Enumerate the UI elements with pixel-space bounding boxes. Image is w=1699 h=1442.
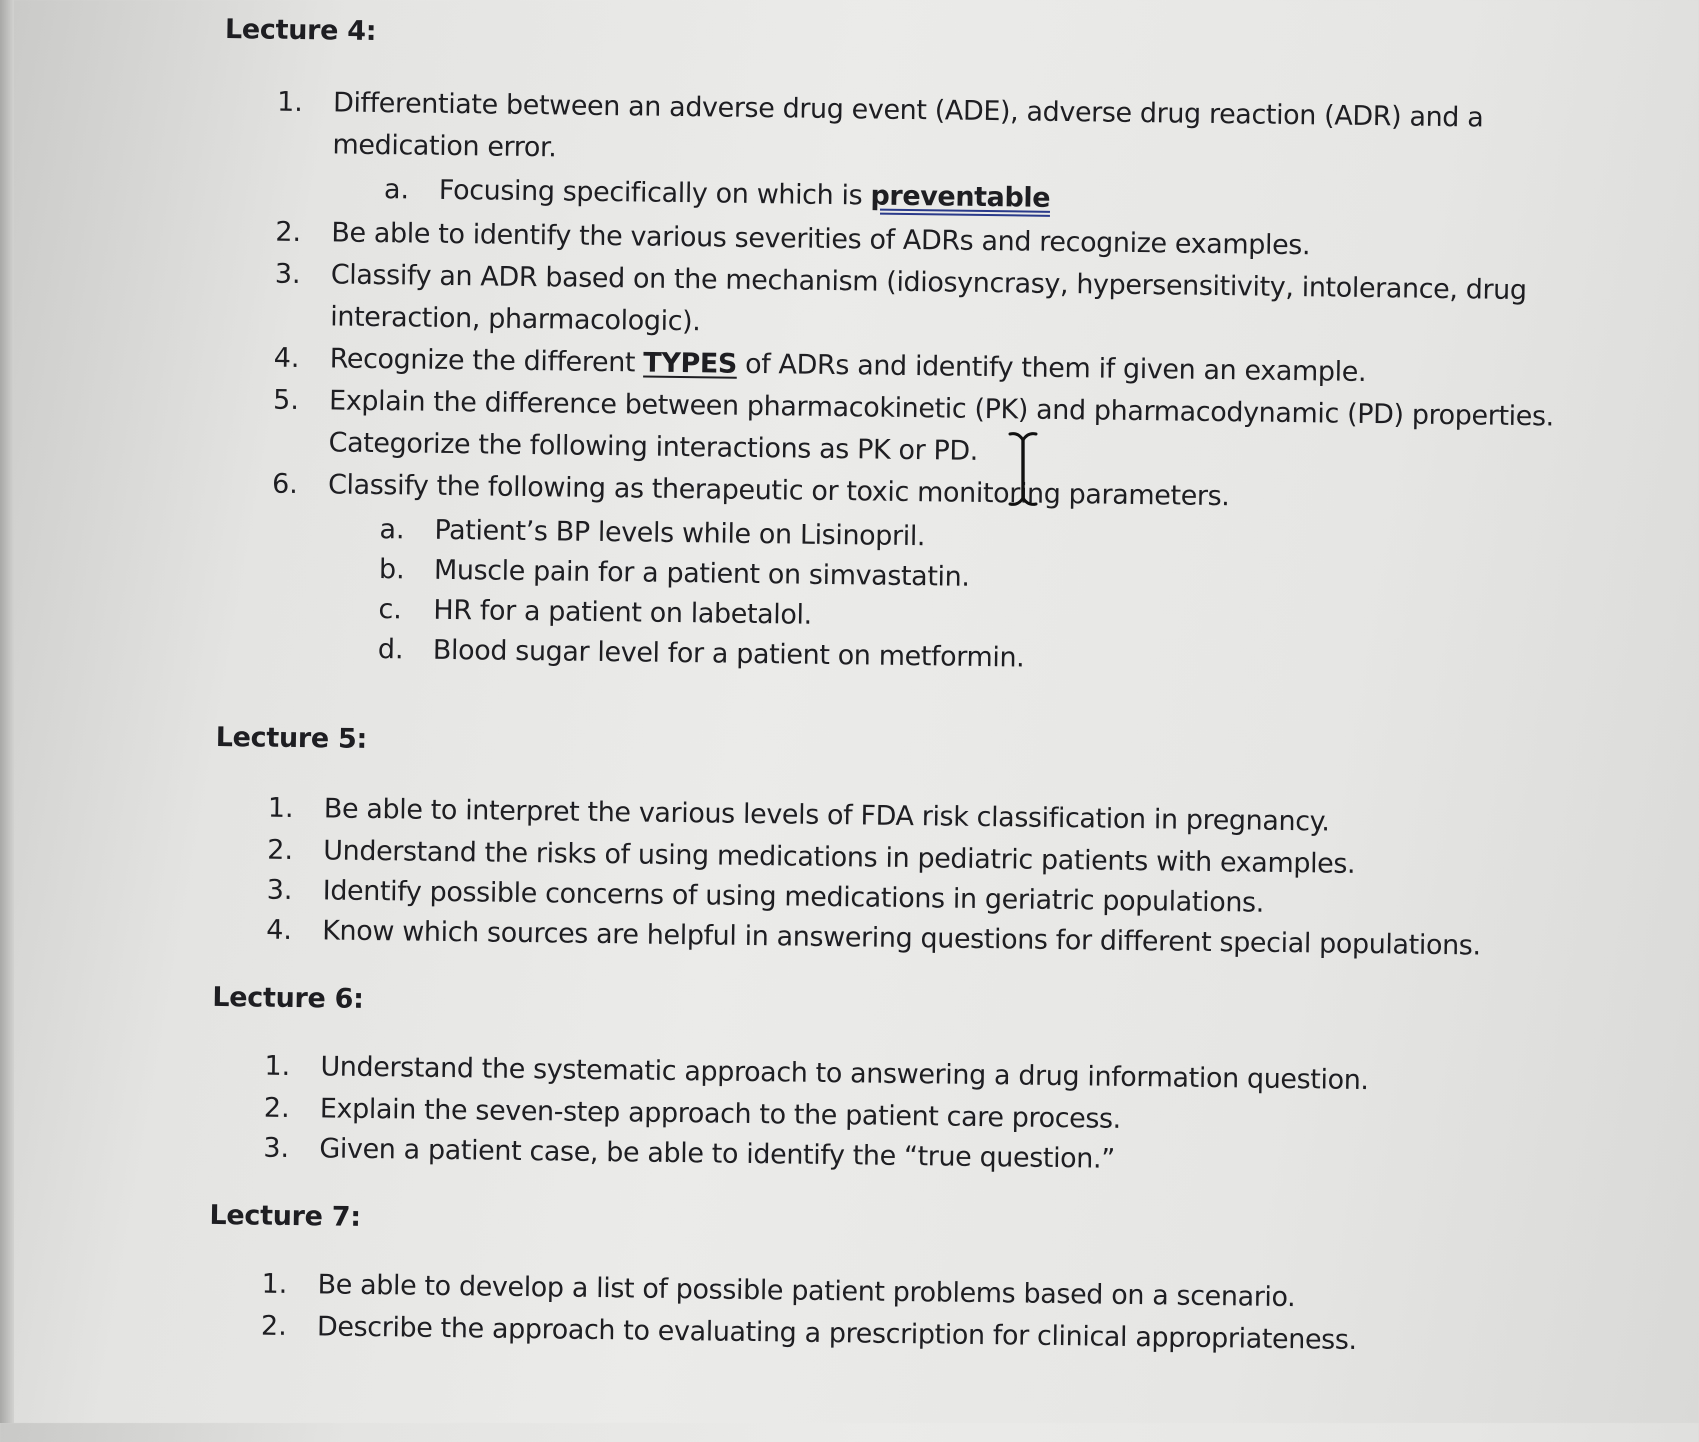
list-item: Understand the risks of using medications in pediatric patients with examples.	[323, 835, 1356, 880]
sub-item-text: Focusing specifically on which is	[438, 174, 871, 212]
sub-item	[439, 175, 1051, 214]
sub-item: Muscle pain for a patient on simvastatin.	[433, 554, 970, 593]
list-item: Explain the difference between pharmacokinetic (PK) and pharmacodynamic (PD) properties.	[328, 385, 1554, 433]
list-number: 2.	[260, 1310, 288, 1342]
list-item: Be able to identify the various severities of ADRs and recognize examples.	[331, 217, 1311, 262]
lecture-4-heading: Lecture 4:	[224, 14, 377, 47]
lecture-6-heading: Lecture 6:	[212, 981, 364, 1015]
list-item: Describe the approach to evaluating a prescription for clinical appropriateness.	[316, 1311, 1357, 1356]
list-item: Given a patient case, be able to identify the “true question.”	[319, 1133, 1115, 1175]
list-item: Differentiate between an adverse drug event (ADE), adverse drug reaction (ADR) and a	[332, 87, 1484, 134]
list-number: 4.	[273, 342, 300, 375]
sub-letter: b.	[378, 554, 405, 586]
list-number: 1.	[276, 86, 304, 119]
sub-letter: a.	[383, 174, 410, 206]
sub-item: Blood sugar level for a patient on metformin.	[432, 634, 1025, 674]
list-number: 2.	[263, 1092, 290, 1124]
list-number: 3.	[274, 258, 301, 291]
list-item: Know which sources are helpful in answering questions for different special populations.	[322, 915, 1481, 962]
list-number: 3.	[266, 874, 293, 906]
types-emphasis: TYPES	[643, 347, 738, 380]
list-item: Classify an ADR based on the mechanism (idiosyncrasy, hypersensitivity, intolerance, drug	[330, 259, 1527, 307]
sub-item: Patient’s BP levels while on Lisinopril.	[434, 514, 926, 553]
lecture-7-heading: Lecture 7:	[209, 1199, 361, 1233]
preventable-emphasis: preventable	[870, 180, 1051, 214]
list-number: 3.	[263, 1132, 290, 1164]
sub-letter: d.	[377, 634, 404, 666]
list-number: 6.	[271, 468, 299, 500]
list-item-continued: medication error.	[332, 129, 557, 164]
list-item: Be able to develop a list of possible patient problems based on a scenario.	[317, 1269, 1296, 1314]
text-cursor-icon	[1006, 428, 1040, 510]
list-number: 1.	[261, 1268, 288, 1300]
list-item: Explain the seven-step approach to the patient care process.	[319, 1093, 1122, 1135]
sub-item: HR for a patient on labetalol.	[433, 594, 812, 631]
list-item: Identify possible concerns of using medications in geriatric populations.	[322, 875, 1265, 919]
list-item-continued: Categorize the following interactions as PK or PD.	[328, 427, 979, 467]
list-item	[330, 343, 1367, 388]
list-item-text: Recognize the different	[329, 343, 644, 379]
list-item-text: of ADRs and identify them if given an example.	[736, 348, 1367, 388]
list-item-continued: interaction, pharmacologic).	[330, 301, 701, 338]
list-number: 4.	[266, 914, 293, 946]
list-item: Be able to interpret the various levels of FDA risk classification in pregnancy.	[323, 793, 1330, 838]
list-item: Classify the following as therapeutic or toxic monitoring parameters.	[327, 469, 1230, 513]
list-number: 2.	[267, 834, 294, 866]
list-number: 1.	[264, 1050, 291, 1082]
sub-letter: c.	[378, 594, 403, 626]
sub-letter: a.	[379, 514, 405, 546]
list-number: 1.	[267, 792, 294, 824]
list-number: 5.	[272, 384, 300, 416]
list-number: 2.	[275, 216, 302, 249]
lecture-5-heading: Lecture 5:	[215, 721, 368, 755]
list-item: Understand the systematic approach to answering a drug information question.	[320, 1051, 1369, 1097]
